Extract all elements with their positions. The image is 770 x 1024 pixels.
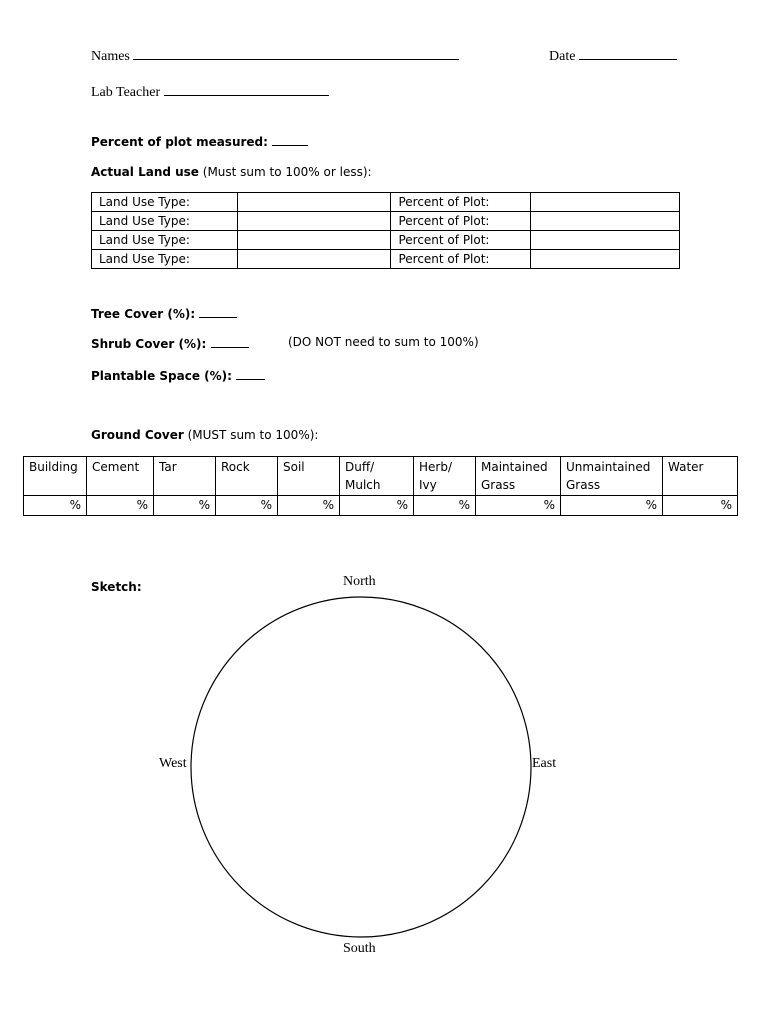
ground-cover-percent-cell[interactable]: % xyxy=(216,496,278,516)
percent-of-plot-label: Percent of Plot: xyxy=(391,193,531,212)
north-label: North xyxy=(343,574,376,589)
west-label: West xyxy=(159,756,187,771)
ground-cover-category-line1: Water xyxy=(668,460,704,474)
ground-cover-category-line1: Herb/ xyxy=(419,460,452,474)
east-label: East xyxy=(532,756,557,771)
ground-cover-percent-cell[interactable]: % xyxy=(278,496,340,516)
land-use-heading-rest: (Must sum to 100% or less): xyxy=(198,165,372,179)
ground-cover-category-line1: Unmaintained xyxy=(566,460,651,474)
ground-cover-percent-cell[interactable]: % xyxy=(414,496,476,516)
lab-teacher-label: Lab Teacher xyxy=(91,85,161,100)
percent-of-plot-label: Percent of Plot: xyxy=(391,231,531,250)
ground-cover-category-line1: Cement xyxy=(92,460,140,474)
ground-cover-percent-cell[interactable]: % xyxy=(87,496,154,516)
sketch-label: Sketch: xyxy=(91,580,142,594)
ground-cover-percent-cell[interactable]: % xyxy=(154,496,216,516)
land-use-type-label: Land Use Type: xyxy=(92,212,238,231)
land-use-type-label: Land Use Type: xyxy=(92,250,238,269)
ground-cover-percent-cell[interactable]: % xyxy=(340,496,414,516)
percent-measured-label: Percent of plot measured: xyxy=(91,135,268,149)
percent-of-plot-label: Percent of Plot: xyxy=(391,212,531,231)
names-label: Names xyxy=(91,49,130,64)
ground-cover-category-line2: Ivy xyxy=(419,478,437,492)
tree-cover-label: Tree Cover (%): xyxy=(91,307,196,321)
land-use-type-label: Land Use Type: xyxy=(92,193,238,212)
ground-cover-category-line1: Duff/ xyxy=(345,460,375,474)
shrub-note: (DO NOT need to sum to 100%) xyxy=(288,335,479,349)
ground-cover-heading-bold: Ground Cover xyxy=(91,428,184,442)
shrub-cover-label: Shrub Cover (%): xyxy=(91,337,207,351)
ground-cover-category-line1: Soil xyxy=(283,460,305,474)
ground-cover-percent-cell[interactable]: % xyxy=(561,496,663,516)
ground-cover-category-line1: Tar xyxy=(159,460,177,474)
ground-cover-category-line2: Mulch xyxy=(345,478,381,492)
compass-circle[interactable] xyxy=(191,597,531,937)
ground-cover-heading-rest: (MUST sum to 100%): xyxy=(183,428,319,442)
date-label: Date xyxy=(549,49,576,64)
ground-cover-category-line1: Maintained xyxy=(481,460,548,474)
ground-cover-category-line2: Grass xyxy=(566,478,601,492)
ground-cover-percent-cell[interactable]: % xyxy=(476,496,561,516)
ground-cover-percent-cell[interactable]: % xyxy=(24,496,87,516)
ground-cover-percent-cell[interactable]: % xyxy=(663,496,738,516)
ground-cover-category-line1: Rock xyxy=(221,460,250,474)
percent-of-plot-label: Percent of Plot: xyxy=(391,250,531,269)
land-use-heading-bold: Actual Land use xyxy=(91,165,199,179)
ground-cover-category-line1: Building xyxy=(29,460,78,474)
ground-cover-category-line2: Grass xyxy=(481,478,516,492)
south-label: South xyxy=(343,941,376,956)
land-use-type-label: Land Use Type: xyxy=(92,231,238,250)
plantable-space-label: Plantable Space (%): xyxy=(91,369,232,383)
